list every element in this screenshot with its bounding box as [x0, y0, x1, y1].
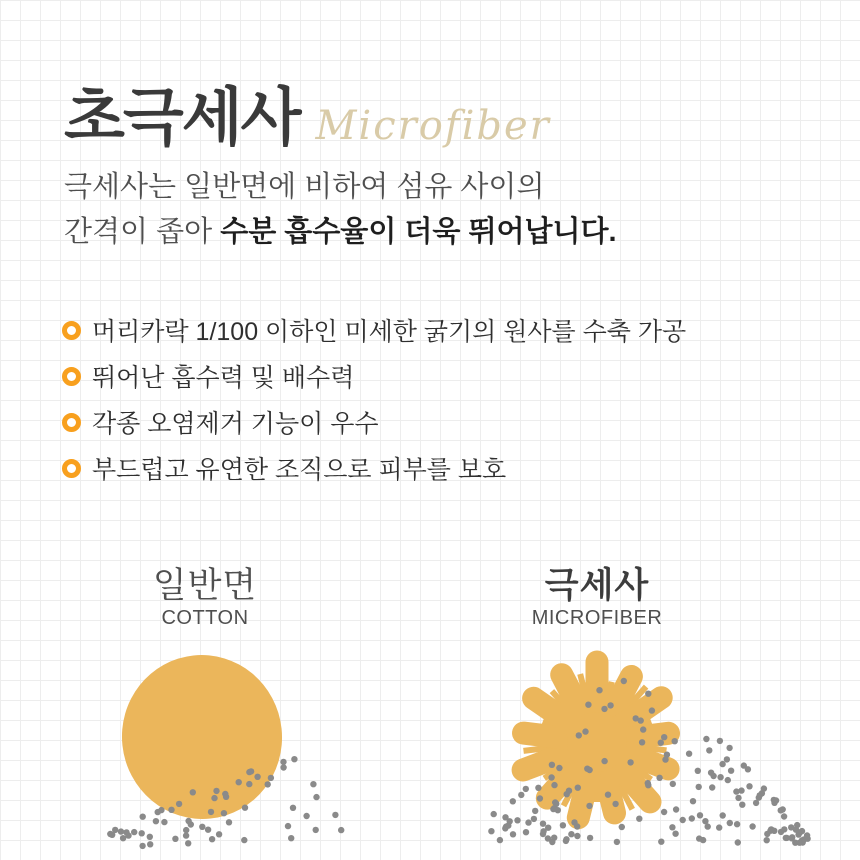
cotton-illustration — [30, 640, 390, 860]
feature-text: 부드럽고 유연한 조직으로 피부를 보호 — [92, 456, 507, 484]
feature-item — [62, 408, 686, 436]
feature-item — [62, 316, 686, 344]
page-title: 초극세사 — [64, 83, 300, 153]
microfiber-label-english: MICROFIBER — [531, 607, 663, 630]
bullet-ring-icon — [62, 459, 81, 478]
bullet-ring-icon — [62, 413, 81, 432]
microfiber-label-korean: 극세사 — [544, 566, 650, 605]
cotton-label-korean: 일반면 — [152, 566, 258, 605]
subtitle-line2-regular: 간격이 좁아 — [64, 216, 221, 249]
feature-list — [62, 316, 686, 500]
bullet-ring-icon — [62, 367, 81, 386]
subtitle-line1: 극세사는 일반면에 비하여 섬유 사이의 — [64, 171, 545, 204]
microfiber-label-block — [477, 566, 717, 630]
subtitle-line2-bold: 수분 흡수율이 더욱 뛰어납니다. — [220, 216, 617, 249]
subtitle — [64, 165, 804, 255]
microfiber-illustration — [450, 640, 830, 860]
feature-text: 각종 오염제거 기능이 우수 — [92, 410, 379, 438]
feature-item — [62, 362, 686, 390]
feature-text: 머리카락 1/100 이하인 미세한 굵기의 원사를 수축 가공 — [92, 318, 687, 346]
bullet-ring-icon — [62, 321, 81, 340]
title-row — [64, 84, 804, 153]
feature-text: 뛰어난 흡수력 및 배수력 — [92, 364, 355, 392]
cotton-label-block — [85, 566, 325, 630]
header-section — [64, 84, 804, 255]
cotton-label-english: COTTON — [161, 607, 249, 630]
page-title-english: Microfiber — [315, 103, 551, 149]
feature-item — [62, 454, 686, 482]
